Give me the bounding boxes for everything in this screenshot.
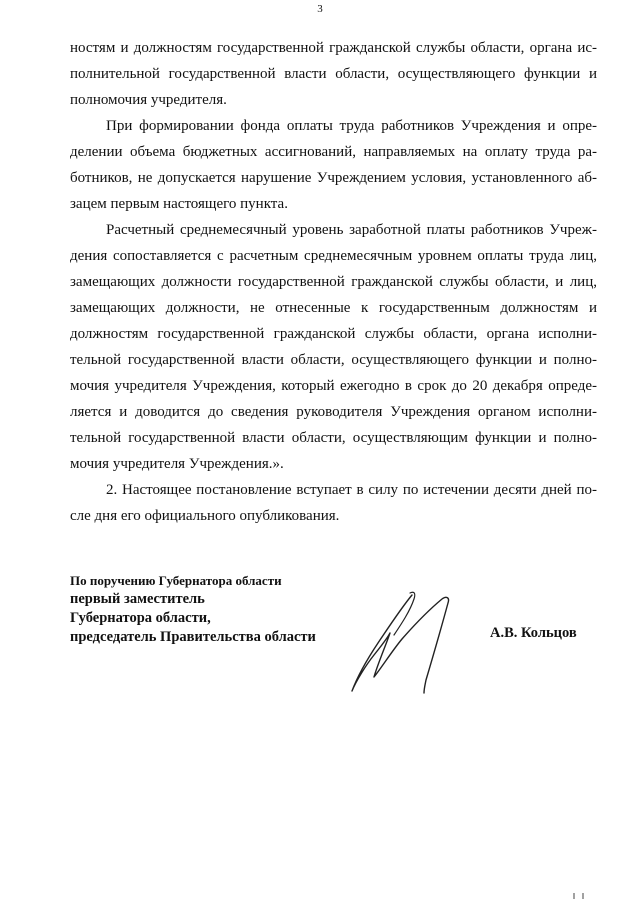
text-line: зацем первым настоящего пункта.	[70, 196, 288, 212]
text-line: тельной государственной власти области, осуществляющим функции и полно-	[70, 430, 597, 446]
text-line: полномочия учредителя.	[70, 92, 227, 108]
text-line: замещающих должности, не отнесенные к государственным должностям и	[70, 300, 597, 316]
text-line: тельной государственной власти области, осуществляющего функции и полно-	[70, 352, 597, 368]
signature-block	[70, 571, 370, 647]
text-line: мочия учредителя Учреждения, который ежегодно в срок до 20 декабря опреде-	[70, 378, 597, 394]
signer-title-line: председатель Правительства области	[70, 629, 316, 645]
page-number: 3	[317, 3, 323, 15]
text-line: делении объема бюджетных ассигнований, направляемых на оплату труда ра-	[70, 144, 597, 160]
text-line: сле дня его официального опубликования.	[70, 508, 340, 524]
text-line: ляется и доводится до сведения руководителя Учреждения органом исполни-	[70, 404, 597, 420]
scan-mark-icon	[572, 893, 586, 899]
signer-title-line: первый заместитель	[70, 591, 205, 607]
text-line: должностям государственной гражданской службы области, органа исполни-	[70, 326, 597, 342]
text-line: мочия учредителя Учреждения.».	[70, 456, 284, 472]
document-body	[70, 35, 597, 529]
on-behalf-line: По поручению Губернатора области	[70, 573, 282, 588]
signer-name: А.В. Кольцов	[490, 625, 577, 641]
text-line: При формировании фонда оплаты труда работников Учреждения и опре-	[106, 118, 597, 134]
text-line: Расчетный среднемесячный уровень заработной платы работников Учреж-	[106, 222, 597, 238]
signer-title-line: Губернатора области,	[70, 610, 211, 626]
text-line: ботников, не допускается нарушение Учреждением условия, установленного аб-	[70, 170, 597, 186]
text-line: ностям и должностям государственной гражданской службы области, органа ис-	[70, 40, 597, 56]
text-line: 2. Настоящее постановление вступает в силу по истечении десяти дней по-	[106, 482, 597, 498]
handwritten-signature	[330, 585, 490, 700]
text-line: дения сопоставляется с расчетным среднемесячным уровнем оплаты труда лиц,	[70, 248, 597, 264]
text-line: полнительной государственной власти области, осуществляющего функции и	[70, 66, 597, 82]
text-line: замещающих должности государственной гражданской службы области, и лиц,	[70, 274, 597, 290]
